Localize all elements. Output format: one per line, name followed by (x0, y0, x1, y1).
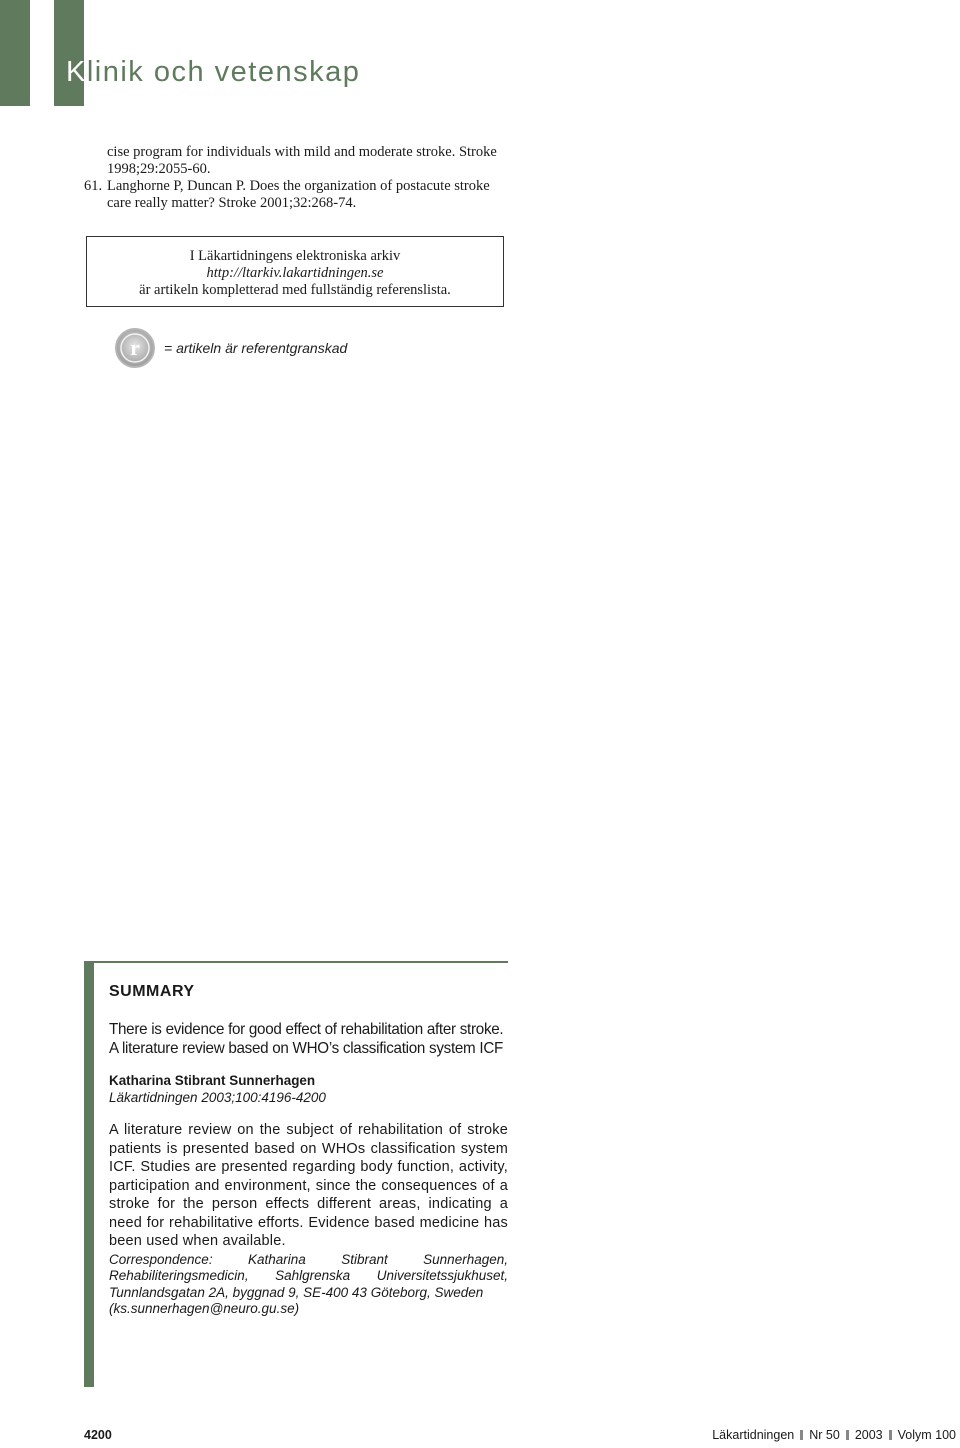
summary-correspondence: Correspondence: Katharina Stibrant Sunnerhagen, Rehabiliteringsmedicin, Sahlgrenska Universitetssjukhuset, Tunnlandsgatan 2A, byggnad 9, SE-400 43 Göteborg, Sweden (109, 1251, 508, 1300)
summary-citation: Läkartidningen 2003;100:4196-4200 (109, 1090, 326, 1105)
page-footer (0, 1428, 960, 1446)
peer-review-text: = artikeln är referentgranskad (164, 340, 348, 356)
reference-list (84, 144, 514, 212)
page-number: 4200 (84, 1428, 112, 1442)
summary-author: Katharina Stibrant Sunnerhagen (109, 1072, 316, 1088)
summary-heading: SUMMARY (109, 983, 195, 1000)
peer-review-note (114, 327, 347, 369)
header-accent-bar (0, 0, 30, 106)
archive-line-1: I Läkartidningens elektroniska arkiv (189, 248, 401, 264)
footer-year: 2003 (854, 1428, 883, 1442)
section-title-rest: linik och vetenskap (86, 56, 361, 88)
footer-publication-info (712, 1428, 956, 1442)
summary-content (109, 982, 508, 1318)
footer-volume: Volym 100 (897, 1428, 956, 1442)
peer-review-badge-icon (114, 327, 156, 369)
archive-url-link[interactable]: http://ltarkiv.lakartidningen.se (206, 265, 384, 281)
reference-60-continuation: cise program for individuals with mild and moderate stroke. Stroke 1998;29:2055-60. (107, 144, 497, 177)
summary-panel (84, 961, 508, 1387)
footer-journal: Läkartidningen (712, 1428, 795, 1442)
reference-number: 61. (84, 178, 103, 194)
summary-subtitle: There is evidence for good effect of rehabilitation after stroke. A literature review based on WHO’s classification system ICF (109, 1021, 504, 1057)
summary-top-rule (94, 961, 508, 963)
svg-text:r: r (130, 335, 140, 360)
reference-text: Langhorne P, Duncan P. Does the organization of postacute stroke care really matter? Stroke 2001;32:268-74. (107, 178, 490, 211)
archive-line-3: är artikeln kompletterad med fullständig referenslista. (139, 282, 451, 298)
footer-separator (800, 1430, 803, 1440)
summary-abstract: A literature review on the subject of rehabilitation of stroke patients is presented based on WHOs classification system ICF. Studies are presented regarding body function, activity, participation and environment, since the consequences of a stroke for the person effects different areas, indicating a need for rehabilitative efforts. Evidence based medicine has been used when available. (109, 1122, 508, 1249)
footer-separator (846, 1430, 849, 1440)
summary-email[interactable]: (ks.sunnerhagen@neuro.gu.se) (109, 1301, 300, 1316)
footer-separator (889, 1430, 892, 1440)
reference-61 (84, 178, 514, 212)
section-title-initial: K (66, 56, 87, 88)
footer-issue: Nr 50 (809, 1428, 840, 1442)
section-title (66, 52, 360, 92)
archive-notice-box (86, 236, 504, 307)
summary-accent-bar (84, 961, 94, 1387)
